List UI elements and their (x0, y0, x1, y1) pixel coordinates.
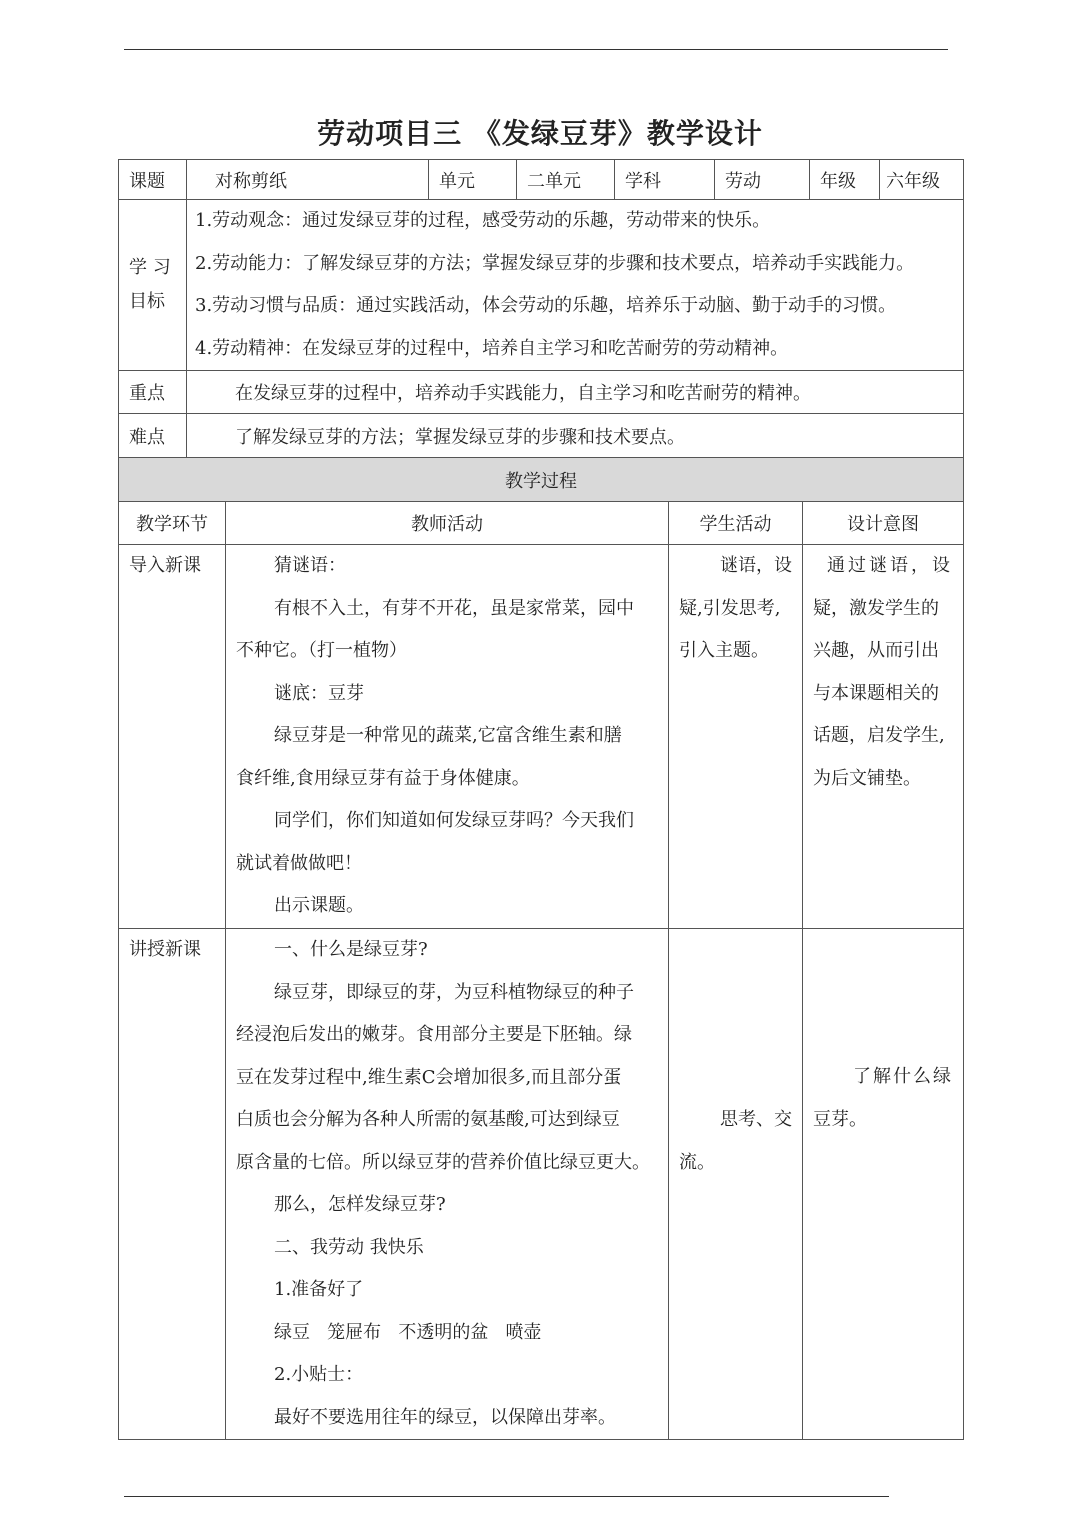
process-header-row (119, 458, 964, 502)
teacher-line: 2.小贴士： (274, 1364, 364, 1385)
intent-line: 通过谜语，设 (827, 555, 953, 576)
teacher-line: 猜谜语： (274, 555, 346, 576)
student-line: 疑,引发思考, (679, 597, 781, 619)
teacher-line: 那么，怎样发绿豆芽? (274, 1194, 446, 1215)
goal-item: 4.劳动精神：在发绿豆芽的过程中，培养自主学习和吃苦耐劳的劳动精神。 (195, 337, 789, 359)
info-table (118, 159, 964, 458)
process-header: 教学过程 (119, 458, 964, 502)
stage-cell: 讲授新课 (119, 929, 226, 1440)
goals-row (119, 200, 964, 371)
student-activity-cell (669, 929, 803, 1440)
teacher-line: 绿豆芽是一种常见的蔬菜,它富含维生素和膳 (274, 725, 622, 746)
intent-line: 疑，激发学生的 (813, 597, 939, 619)
key-point-row (119, 371, 964, 414)
teacher-line: 食纤维,食用绿豆芽有益于身体健康。 (236, 767, 530, 789)
goals-label-line2: 目标 (129, 291, 165, 312)
key-point-text: 在发绿豆芽的过程中，培养动手实践能力，自主学习和吃苦耐劳的精神。 (187, 371, 964, 414)
intent-line: 豆芽。 (813, 1108, 867, 1130)
page-title: 劳动项目三 《发绿豆芽》教学设计 (317, 117, 763, 150)
intent-line: 为后文铺垫。 (813, 767, 921, 789)
grade-value: 六年级 (880, 160, 964, 200)
info-row (119, 160, 964, 200)
process-table (118, 457, 964, 1440)
teacher-line: 不种它。（打一植物） (236, 640, 407, 661)
subject-value: 对称剪纸 (187, 160, 429, 200)
table-row (119, 929, 964, 1440)
student-line: 流。 (679, 1151, 715, 1173)
intent-line: 兴趣，从而引出 (813, 640, 939, 661)
table-row (119, 545, 964, 929)
key-point-label: 重点 (119, 371, 187, 414)
unit-label: 单元 (429, 160, 517, 200)
column-header-row (119, 502, 964, 545)
col-intent-header: 设计意图 (803, 502, 964, 545)
design-intent-cell (803, 545, 964, 929)
teacher-line: 最好不要选用往年的绿豆，以保障出芽率。 (274, 1406, 616, 1428)
teacher-line: 绿豆 笼屉布 不透明的盆 喷壶 (274, 1321, 542, 1343)
col-stage-header: 教学环节 (119, 502, 226, 545)
teacher-activity-cell (226, 929, 669, 1440)
teacher-line: 豆在发芽过程中,维生素C会增加很多,而且部分蛋 (236, 1066, 622, 1088)
goals-label-line1: 学 习 (129, 257, 171, 278)
goal-item: 3.劳动习惯与品质：通过实践活动，体会劳动的乐趣，培养乐于动脑、勤于动手的习惯。 (195, 295, 897, 316)
goals-label (119, 200, 187, 371)
teacher-line: 一、什么是绿豆芽? (274, 939, 428, 960)
teacher-line: 经浸泡后发出的嫩芽。食用部分主要是下胚轴。绿 (236, 1024, 632, 1045)
teacher-line: 同学们，你们知道如何发绿豆芽吗？今天我们 (274, 810, 634, 831)
teacher-line: 1.准备好了 (274, 1279, 364, 1300)
teacher-line: 谜底：豆芽 (274, 682, 364, 704)
subject-label: 课题 (119, 160, 187, 200)
teacher-activity-cell (226, 545, 669, 929)
difficulty-row (119, 414, 964, 458)
goals-list (187, 200, 964, 371)
teacher-line: 二、我劳动 我快乐 (274, 1236, 424, 1258)
course-label: 学科 (615, 160, 715, 200)
student-line: 谜语，设 (720, 555, 792, 576)
intent-line: 话题，启发学生, (813, 725, 945, 746)
teacher-line: 出示课题。 (274, 895, 364, 916)
difficulty-text: 了解发绿豆芽的方法；掌握发绿豆芽的步骤和技术要点。 (187, 414, 964, 458)
stage-cell: 导入新课 (119, 545, 226, 929)
design-intent-cell (803, 929, 964, 1440)
intent-line: 与本课题相关的 (813, 682, 939, 704)
col-teacher-header: 教师活动 (226, 502, 669, 545)
teacher-line: 原含量的七倍。所以绿豆芽的营养价值比绿豆更大。 (236, 1151, 650, 1173)
header-rule (124, 49, 948, 50)
student-activity-cell (669, 545, 803, 929)
student-line: 思考、交 (720, 1109, 792, 1130)
teacher-line: 绿豆芽，即绿豆的芽，为豆科植物绿豆的种子 (274, 981, 634, 1003)
col-student-header: 学生活动 (669, 502, 803, 545)
teacher-line: 有根不入土，有芽不开花，虽是家常菜，园中 (274, 597, 634, 619)
unit-value: 二单元 (517, 160, 615, 200)
goal-item: 1.劳动观念：通过发绿豆芽的过程，感受劳动的乐趣，劳动带来的快乐。 (195, 210, 771, 231)
teacher-line: 白质也会分解为各种人所需的氨基酸,可达到绿豆 (236, 1109, 620, 1130)
student-line: 引入主题。 (679, 640, 769, 661)
difficulty-label: 难点 (119, 414, 187, 458)
goal-item: 2.劳动能力：了解发绿豆芽的方法；掌握发绿豆芽的步骤和技术要点，培养动手实践能力。 (195, 252, 915, 274)
teacher-line: 就试着做做吧！ (236, 852, 362, 874)
intent-line: 了解什么绿 (853, 1066, 953, 1087)
course-value: 劳动 (715, 160, 810, 200)
footer-rule (124, 1496, 889, 1497)
grade-label: 年级 (810, 160, 880, 200)
